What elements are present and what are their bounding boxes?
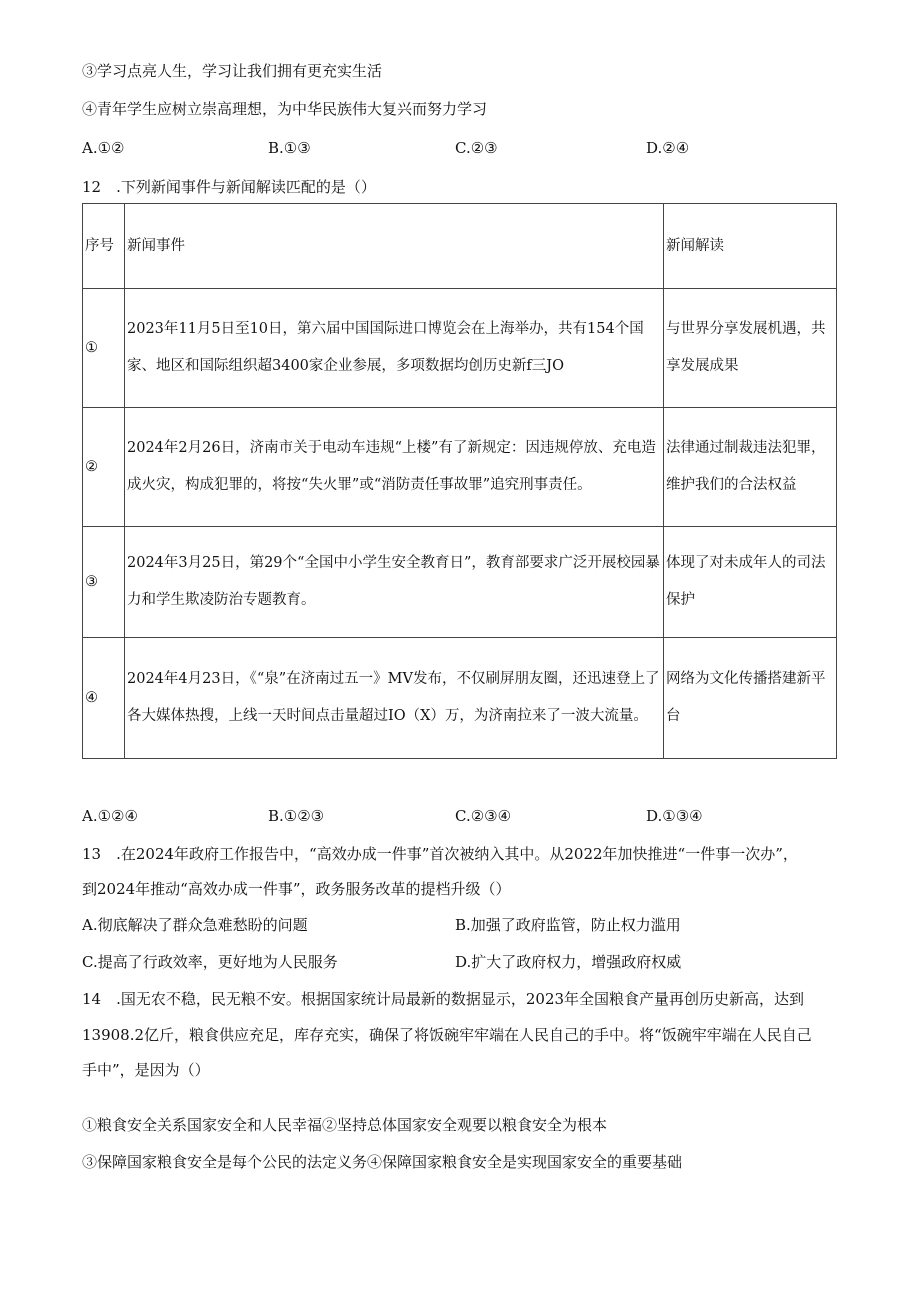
table-header-row	[83, 204, 837, 289]
q13-option-b: B.加强了政府监管，防止权力滥用	[455, 916, 681, 934]
q12-stem: 12 .下列新闻事件与新闻解读匹配的是（）	[82, 178, 376, 196]
table-row	[83, 527, 837, 638]
q13-option-c: C.提高了行政效率，更好地为人民服务	[82, 953, 338, 971]
option-b: B.①③	[268, 139, 311, 157]
q13-option-d: D.扩大了政府权力，增强政府权威	[455, 953, 682, 971]
option-d: D.②④	[646, 139, 690, 157]
row-event: 2024年3月25日，第29个“全国中小学生安全教育日”，教育部要求广泛开展校园暴力和学生欺凌防治专题教育。	[125, 527, 664, 638]
row-seq: ④	[83, 638, 125, 759]
row-seq: ③	[83, 527, 125, 638]
row-interpretation: 与世界分享发展机遇，共享发展成果	[664, 289, 837, 408]
table-row	[83, 638, 837, 759]
q13-stem-line2: 到2024年推动“高效办成一件事”，政务服务改革的提档升级（）	[82, 880, 511, 898]
header-interpretation: 新闻解读	[664, 204, 837, 289]
table-row	[83, 408, 837, 527]
q14-stem-line3: 手中”，是因为（）	[82, 1061, 210, 1079]
row-event: 2023年11月5日至10日，第六届中国国际进口博览会在上海举办，共有154个国家、地区和国际组织超3400家企业参展，多项数据均创历史新f三JO	[125, 289, 664, 408]
q12-option-a: A.①②④	[82, 807, 138, 825]
news-table	[82, 203, 837, 759]
q12-option-d: D.①③④	[646, 807, 703, 825]
header-seq: 序号	[83, 204, 125, 289]
q14-stem-line2: 13908.2亿斤，粮食供应充足，库存充实，确保了将饭碗牢牢端在人民自己的手中。将“饭碗牢牢端在人民自己	[82, 1026, 812, 1044]
row-seq: ②	[83, 408, 125, 527]
q12-option-c: C.②③④	[455, 807, 512, 825]
row-seq: ①	[83, 289, 125, 408]
row-interpretation: 网络为文化传播搭建新平台	[664, 638, 837, 759]
q13-stem-line1: 13 .在2024年政府工作报告中，“高效办成一件事”首次被纳入其中。从2022年加快推进“一件事一次办”，	[82, 845, 798, 863]
q13-option-a: A.彻底解决了群众急难愁盼的问题	[82, 916, 308, 934]
statement-3: ③学习点亮人生，学习让我们拥有更充实生活	[82, 62, 383, 80]
table-row	[83, 289, 837, 408]
option-c: C.②③	[455, 139, 498, 157]
header-event: 新闻事件	[125, 204, 664, 289]
option-a: A.①②	[82, 139, 125, 157]
q14-stem-line1: 14 .国无农不稳，民无粮不安。根据国家统计局最新的数据显示，2023年全国粮食产量再创历史新高，达到	[82, 990, 805, 1008]
q14-statements-line1: ①粮食安全关系国家安全和人民幸福②坚持总体国家安全观要以粮食安全为根本	[82, 1116, 608, 1134]
q12-option-b: B.①②③	[268, 807, 325, 825]
row-interpretation: 体现了对未成年人的司法保护	[664, 527, 837, 638]
q14-statements-line2: ③保障国家粮食安全是每个公民的法定义务④保障国家粮食安全是实现国家安全的重要基础	[82, 1153, 683, 1171]
row-interpretation: 法律通过制裁违法犯罪，维护我们的合法权益	[664, 408, 837, 527]
statement-4: ④青年学生应树立崇高理想，为中华民族伟大复兴而努力学习	[82, 100, 488, 118]
row-event: 2024年4月23日，《“泉”在济南过五一》MV发布，不仅刷屏朋友圈，还迅速登上了各大媒体热搜，上线一天时间点击量超过IO（X）万，为济南拉来了一波大流量。	[125, 638, 664, 759]
row-event: 2024年2月26日，济南市关于电动车违规“上楼”有了新规定：因违规停放、充电造成火灾，构成犯罪的，将按“失火罪”或“消防责任事故罪”追究刑事责任。	[125, 408, 664, 527]
